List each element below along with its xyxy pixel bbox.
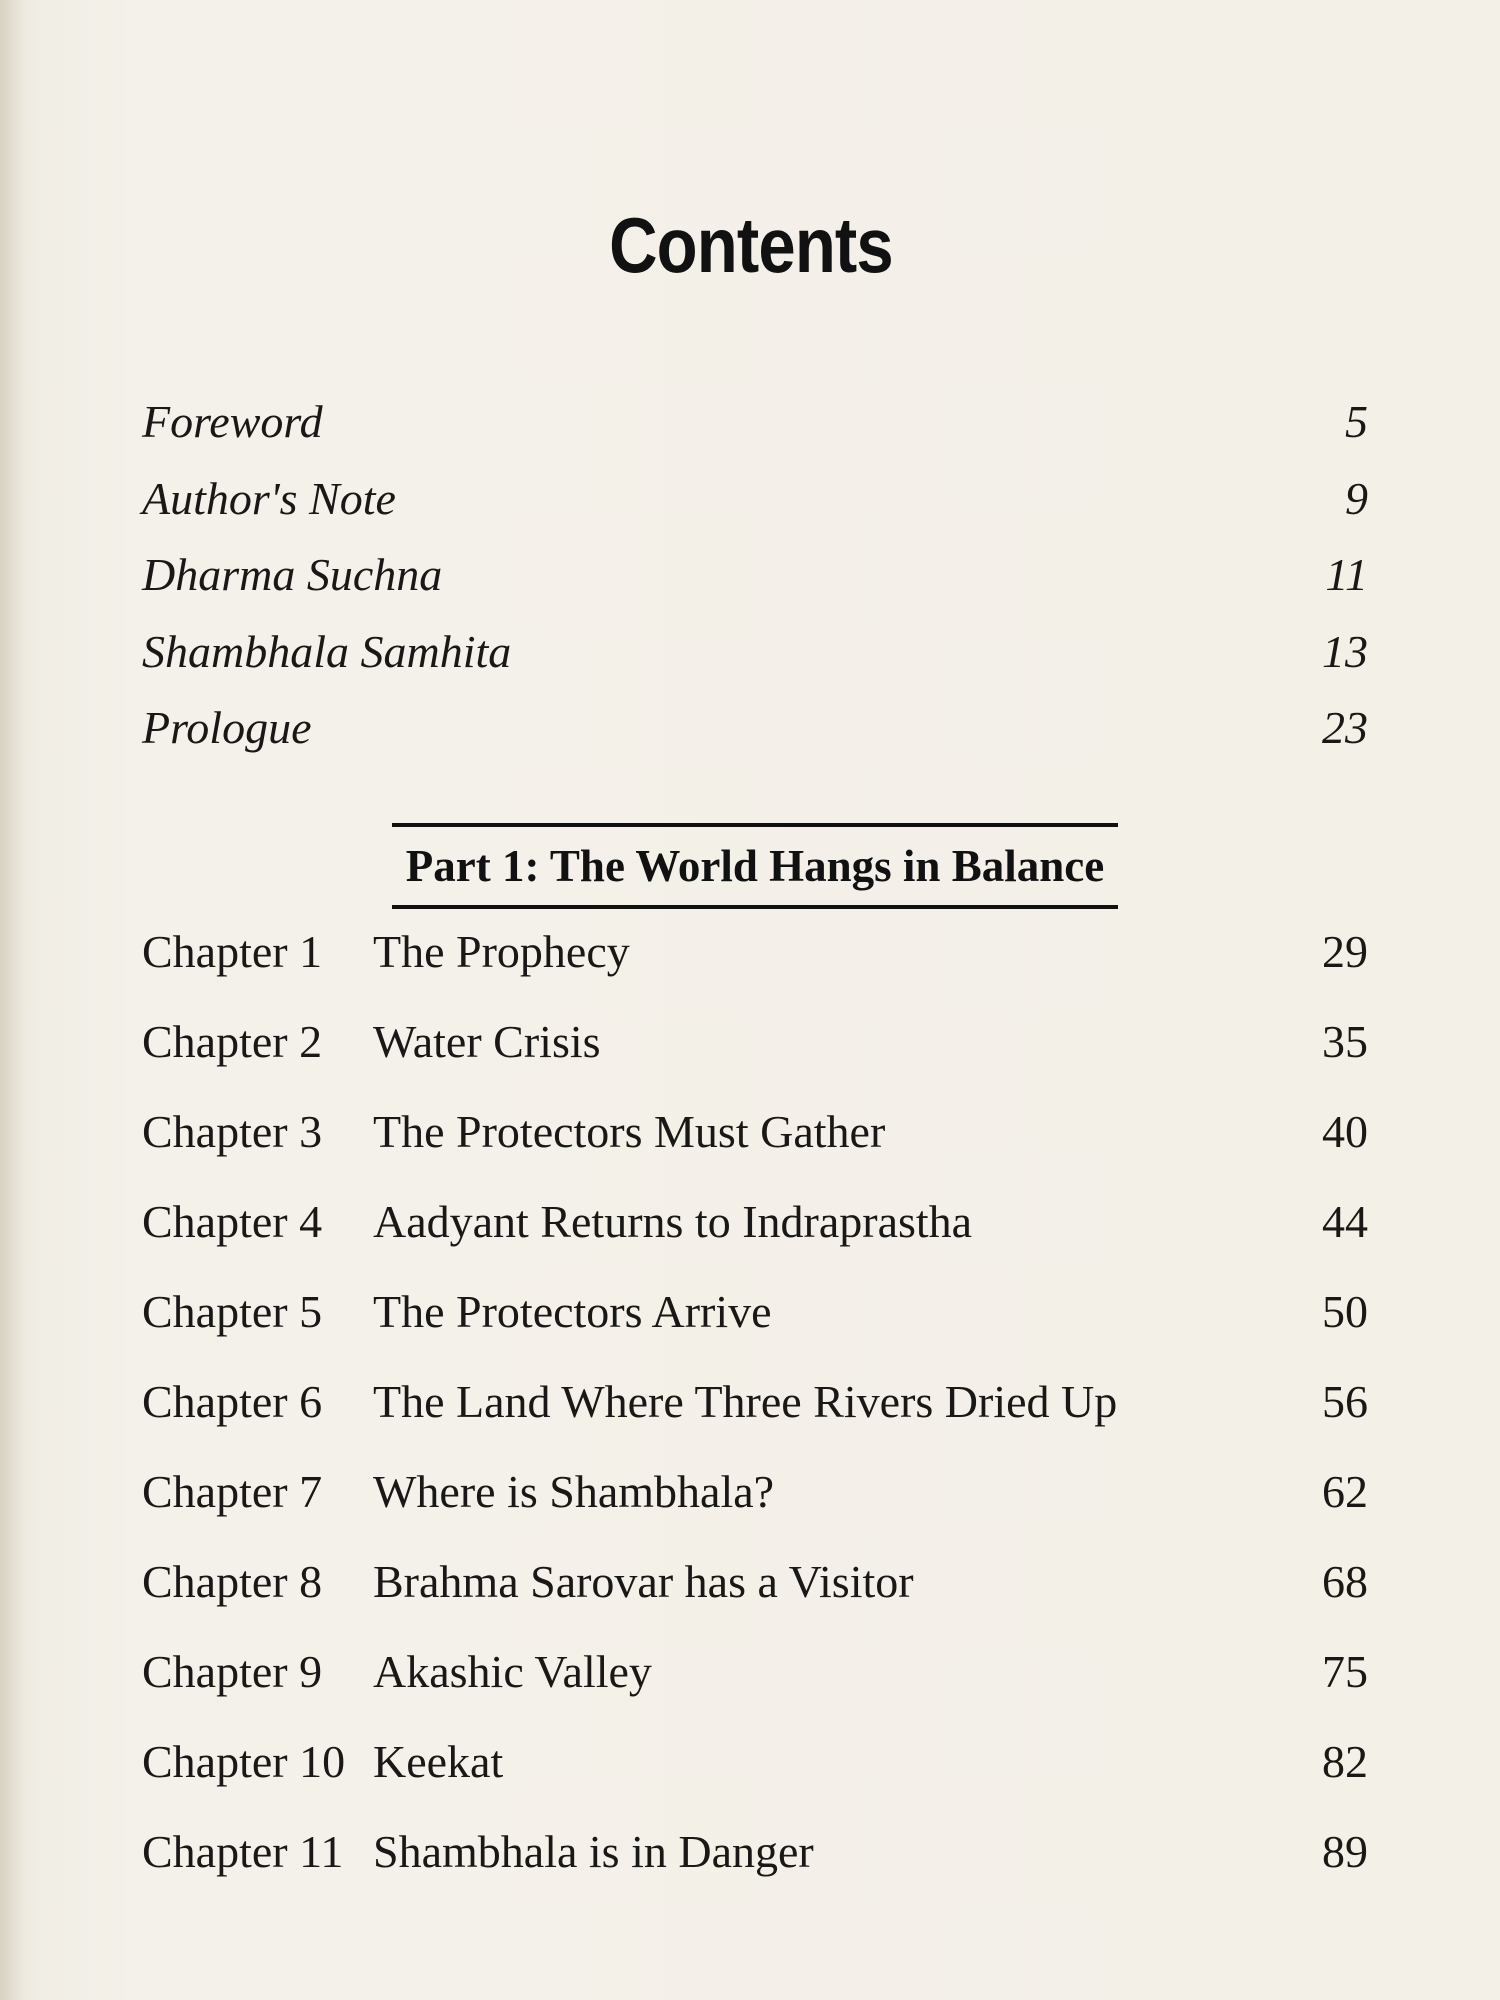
chapter-number: Chapter 9 xyxy=(142,1646,323,1697)
chapter-number: Chapter 4 xyxy=(142,1196,323,1247)
chapter-number: Chapter 3 xyxy=(142,1106,323,1157)
chapter-page-number: 35 xyxy=(1322,1016,1368,1067)
chapter-number: Chapter 11 xyxy=(142,1826,344,1877)
chapter-page-number: 56 xyxy=(1322,1376,1368,1427)
page-title: Contents xyxy=(609,201,893,289)
chapter-entry xyxy=(142,1015,1368,1105)
chapter-title: Akashic Valley xyxy=(373,1646,652,1697)
chapter-entry xyxy=(142,1105,1368,1195)
front-matter-label: Shambhala Samhita xyxy=(142,625,512,677)
chapter-page-number: 68 xyxy=(1322,1556,1368,1607)
chapter-title: The Prophecy xyxy=(373,926,630,977)
front-matter-item xyxy=(142,701,1368,778)
chapter-entry xyxy=(142,1735,1368,1825)
front-matter-label: Author's Note xyxy=(142,472,396,524)
front-matter-item xyxy=(142,395,1368,472)
chapter-entry xyxy=(142,1375,1368,1465)
chapter-page-number: 44 xyxy=(1322,1196,1368,1247)
chapter-number: Chapter 5 xyxy=(142,1286,323,1337)
chapter-title: The Land Where Three Rivers Dried Up xyxy=(373,1376,1118,1427)
front-matter-page: 9 xyxy=(1345,472,1368,524)
chapter-number: Chapter 6 xyxy=(142,1376,323,1427)
chapter-page-number: 62 xyxy=(1322,1466,1368,1517)
chapter-number: Chapter 10 xyxy=(142,1736,346,1787)
chapter-number: Chapter 7 xyxy=(142,1466,323,1517)
front-matter-page: 13 xyxy=(1322,625,1368,677)
front-matter-page: 5 xyxy=(1345,396,1368,447)
chapter-entry xyxy=(142,925,1368,1015)
front-matter-label: Prologue xyxy=(142,702,312,753)
front-matter-item xyxy=(142,548,1368,625)
chapter-page-number: 82 xyxy=(1322,1736,1368,1787)
chapter-title: The Protectors Arrive xyxy=(373,1286,772,1337)
chapter-page-number: 50 xyxy=(1322,1286,1368,1337)
chapter-title: Shambhala is in Danger xyxy=(373,1826,814,1877)
front-matter-item xyxy=(142,472,1368,549)
front-matter-list xyxy=(142,395,1368,778)
chapter-page-number: 89 xyxy=(1322,1826,1368,1877)
chapter-number: Chapter 1 xyxy=(142,926,323,977)
chapter-title: Where is Shambhala? xyxy=(373,1466,775,1517)
chapter-page-number: 40 xyxy=(1322,1106,1368,1157)
chapter-entry xyxy=(142,1195,1368,1285)
front-matter-label: Dharma Suchna xyxy=(142,549,443,600)
chapter-number: Chapter 2 xyxy=(142,1016,323,1067)
chapter-title: Water Crisis xyxy=(373,1016,601,1067)
chapter-title: Aadyant Returns to Indraprastha xyxy=(373,1196,973,1247)
chapter-entry xyxy=(142,1825,1368,1915)
front-matter-page: 11 xyxy=(1325,549,1368,600)
chapter-title: The Protectors Must Gather xyxy=(373,1106,886,1157)
chapter-entry xyxy=(142,1645,1368,1735)
chapter-number: Chapter 8 xyxy=(142,1556,323,1607)
chapter-page-number: 75 xyxy=(1322,1646,1368,1697)
chapter-list xyxy=(142,925,1368,1915)
chapter-title: Keekat xyxy=(373,1736,504,1787)
chapter-page-number: 29 xyxy=(1322,926,1368,977)
chapter-entry xyxy=(142,1555,1368,1645)
front-matter-label: Foreword xyxy=(142,396,323,447)
chapter-entry xyxy=(142,1285,1368,1375)
page-gutter-shadow xyxy=(0,0,22,2000)
chapter-entry xyxy=(142,1465,1368,1555)
front-matter-item xyxy=(142,625,1368,702)
part-heading: Part 1: The World Hangs in Balance xyxy=(392,823,1118,909)
front-matter-page: 23 xyxy=(1322,702,1368,753)
chapter-title: Brahma Sarovar has a Visitor xyxy=(373,1556,914,1607)
